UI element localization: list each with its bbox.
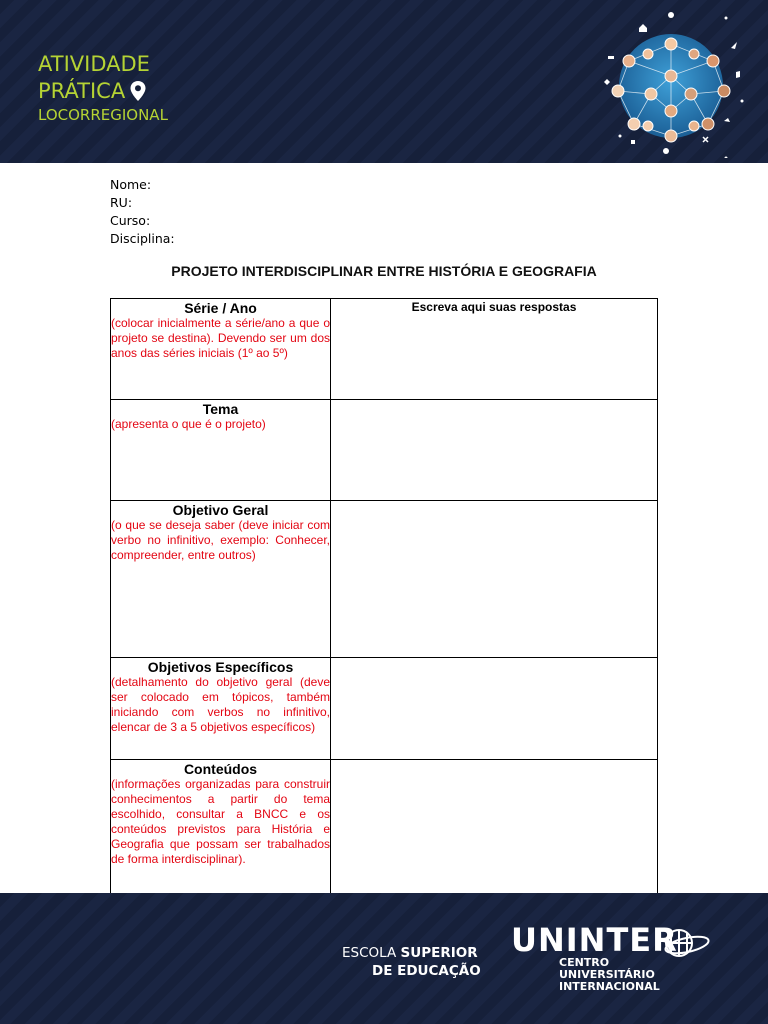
row-hint: (detalhamento do objetivo geral (deve ser colocado em tópicos, também iniciando com verbos no infinitivo, elencar de 3 a 5 objetivos específicos): [111, 675, 330, 734]
document-title: PROJETO INTERDISCIPLINAR ENTRE HISTÓRIA E GEOGRAFIA: [171, 263, 597, 279]
answer-cell[interactable]: [331, 400, 658, 501]
row-title: Objetivo Geral: [172, 502, 269, 518]
row-hint: (o que se deseja saber (deve iniciar com verbo no infinitivo, exemplo: Conhecer, compreender, entre outros): [111, 518, 330, 562]
row-title: Objetivos Específicos: [147, 659, 294, 675]
uninter-wordmark: UNINTER: [511, 921, 678, 959]
nome-label: Nome:: [110, 177, 152, 192]
header-banner: [0, 0, 768, 163]
answer-cell[interactable]: [331, 299, 658, 400]
row-label-cell: [111, 760, 331, 895]
row-label-cell: [111, 299, 331, 400]
curso-label: Curso:: [110, 213, 151, 228]
table-row: [111, 501, 658, 658]
row-label-cell: [111, 501, 331, 658]
brand-line-1: ATIVIDADE: [38, 52, 150, 76]
row-label-cell: [111, 400, 331, 501]
row-label-cell: [111, 658, 331, 760]
table-row: [111, 760, 658, 895]
row-hint: (informações organizadas para construir conhecimentos a partir do tema escolhido, consultar a BNCC e os conteúdos previstos para História e Geografia que possam ser trabalhados de forma interdisciplinar).: [111, 777, 330, 866]
network-globe-icon: [596, 6, 746, 158]
answer-cell[interactable]: [331, 760, 658, 895]
student-info-fields: [110, 176, 175, 248]
answer-cell[interactable]: [331, 501, 658, 658]
row-title: Conteúdos: [183, 761, 258, 777]
uninter-logo: UNINTER CENTRO UNIVERSITÁRIO INTERNACIONAL: [511, 923, 678, 993]
row-hint: (apresenta o que é o projeto): [111, 417, 266, 431]
table-row: [111, 299, 658, 400]
response-header: Escreva aqui suas respostas: [411, 300, 577, 314]
brand-line-3: LOCORREGIONAL: [38, 106, 168, 124]
table-row: [111, 658, 658, 760]
footer-banner: [0, 893, 768, 1024]
row-hint: (colocar inicialmente a série/ano a que o projeto se destina). Devendo ser um dos anos das séries iniciais (1º ao 5º): [111, 316, 330, 360]
brand-line-2: PRÁTICA: [38, 79, 126, 103]
activity-brand: [38, 52, 168, 125]
location-pin-icon: [129, 80, 147, 102]
answer-cell[interactable]: [331, 658, 658, 760]
row-title: Tema: [202, 401, 239, 417]
escola-superior-logo: ESCOLA SUPERIOR DE EDUCAÇÃO: [342, 945, 481, 979]
uninter-globe-icon: [659, 925, 711, 961]
project-table: [110, 298, 658, 917]
row-title: Série / Ano: [184, 300, 257, 316]
disciplina-label: Disciplina:: [110, 231, 175, 246]
table-row: [111, 400, 658, 501]
ru-label: RU:: [110, 195, 133, 210]
